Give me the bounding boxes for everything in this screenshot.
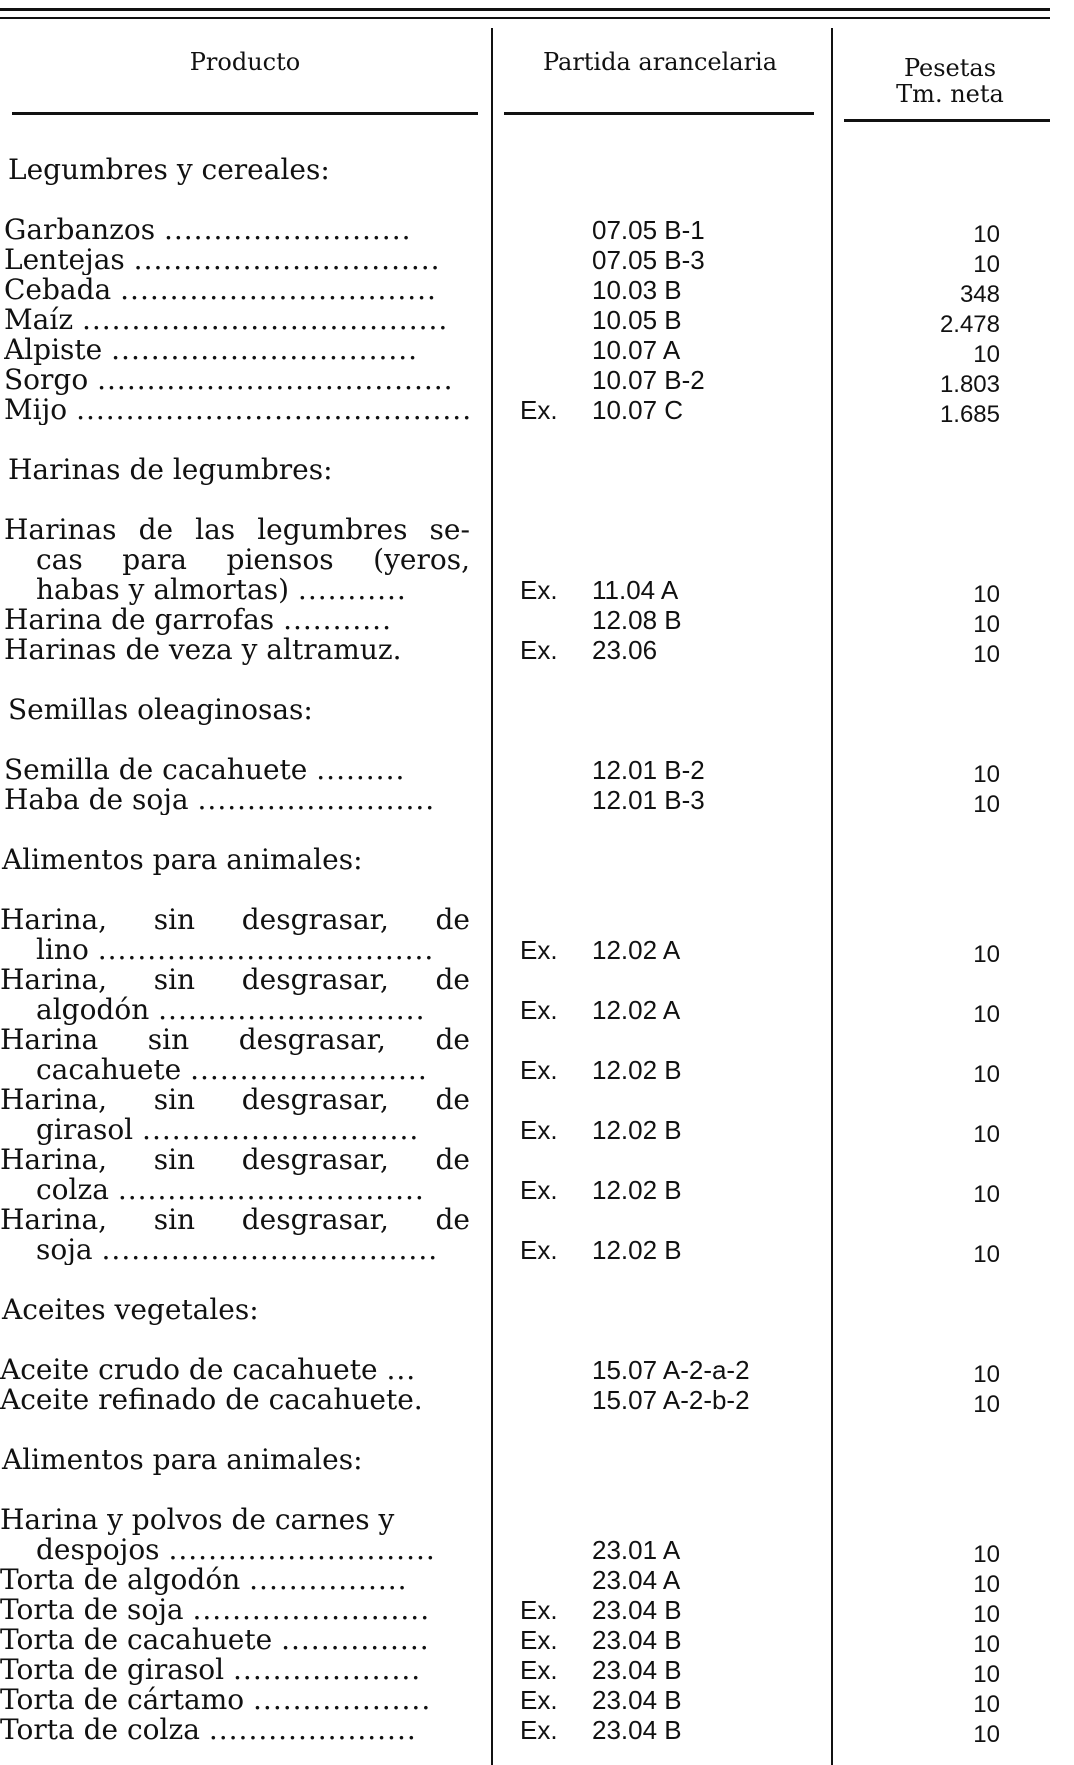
code-torta-cacahuete: Ex. 23.04 B — [520, 1625, 682, 1655]
product-harinas-secas-line3: habas y almortas) ........... — [36, 575, 407, 605]
product-colza-harina-line1: Harina, sin desgrasar, de — [0, 1145, 470, 1175]
code-sorgo: 10.07 B-2 — [592, 365, 705, 395]
code-aceite-refinado: 15.07 A-2-b-2 — [592, 1385, 750, 1415]
product-lino-line2: lino .................................. — [36, 935, 435, 965]
price-torta-cartamo: 10 — [973, 1691, 1000, 1718]
product-harinas-secas-line2: cas para piensos (yeros, — [36, 545, 470, 575]
product-cacahuete-semilla: Semilla de cacahuete ......... — [4, 755, 406, 785]
price-aceite-crudo: 10 — [973, 1361, 1000, 1388]
code-alpiste: 10.07 A — [592, 335, 681, 365]
price-girasol-harina: 10 — [973, 1121, 1000, 1148]
product-sorgo: Sorgo .................................... — [4, 365, 454, 395]
header-rule-pesetas — [844, 119, 1050, 122]
product-alpiste: Alpiste ............................... — [4, 335, 419, 365]
product-colza-harina-line2: colza ............................... — [36, 1175, 425, 1205]
code-aceite-crudo: 15.07 A-2-a-2 — [592, 1355, 750, 1385]
product-carnes-line2: despojos ........................... — [36, 1535, 436, 1565]
header-pesetas-2: Tm. neta — [896, 80, 1004, 108]
price-maiz: 2.478 — [939, 311, 1000, 338]
product-carnes-line1: Harina y polvos de carnes y — [0, 1505, 395, 1535]
header-partida: Partida arancelaria — [542, 48, 778, 76]
product-algodon-line2: algodón ........................... — [36, 995, 426, 1025]
code-torta-cartamo: Ex. 23.04 B — [520, 1685, 682, 1715]
price-haba-soja: 10 — [973, 791, 1000, 818]
product-torta-colza: Torta de colza ..................... — [0, 1715, 417, 1745]
price-carnes: 10 — [973, 1541, 1000, 1568]
price-cebada: 348 — [959, 281, 1000, 308]
product-torta-algodon: Torta de algodón ................ — [0, 1565, 408, 1595]
product-harinas-secas-line1: Harinas de las legumbres se- — [4, 515, 470, 545]
code-algodon: Ex. 12.02 A — [520, 995, 681, 1025]
code-haba-soja: 12.01 B-3 — [592, 785, 705, 815]
code-carnes: 23.01 A — [592, 1535, 681, 1565]
code-maiz: 10.05 B — [592, 305, 682, 335]
code-soja-harina: Ex. 12.02 B — [520, 1235, 682, 1265]
top-rule-1 — [0, 8, 1050, 11]
price-alpiste: 10 — [973, 341, 1000, 368]
price-sorgo: 1.803 — [939, 371, 1000, 398]
product-torta-girasol: Torta de girasol ................... — [0, 1655, 422, 1685]
product-torta-cartamo: Torta de cártamo .................. — [0, 1685, 432, 1715]
product-soja-harina-line2: soja .................................. — [36, 1235, 439, 1265]
column-divider-1 — [491, 28, 493, 1765]
price-garrofas: 10 — [973, 611, 1000, 638]
product-lino-line1: Harina, sin desgrasar, de — [0, 905, 470, 935]
column-divider-2 — [831, 28, 833, 1765]
price-torta-cacahuete: 10 — [973, 1631, 1000, 1658]
code-cebada: 10.03 B — [592, 275, 682, 305]
code-veza: Ex. 23.06 — [520, 635, 658, 665]
code-garrofas: 12.08 B — [592, 605, 682, 635]
code-torta-algodon: 23.04 A — [592, 1565, 681, 1595]
code-lino: Ex. 12.02 A — [520, 935, 681, 965]
price-cacahuete-semilla: 10 — [973, 761, 1000, 788]
code-lentejas: 07.05 B-3 — [592, 245, 705, 275]
product-algodon-line1: Harina, sin desgrasar, de — [0, 965, 470, 995]
section-alimentos-2: Alimentos para animales: — [2, 1443, 363, 1476]
product-garbanzos: Garbanzos ......................... — [4, 215, 412, 245]
product-cacahuete-harina-line2: cacahuete ........................ — [36, 1055, 428, 1085]
section-aceites: Aceites vegetales: — [2, 1293, 259, 1326]
price-torta-colza: 10 — [973, 1721, 1000, 1748]
code-mijo: Ex. 10.07 C — [520, 395, 684, 425]
code-cacahuete-harina: Ex. 12.02 B — [520, 1055, 682, 1085]
product-aceite-refinado: Aceite refinado de cacahuete. — [0, 1385, 423, 1415]
price-mijo: 1.685 — [939, 401, 1000, 428]
code-torta-colza: Ex. 23.04 B — [520, 1715, 682, 1745]
top-rule-2 — [0, 17, 1050, 19]
price-torta-algodon: 10 — [973, 1571, 1000, 1598]
header-pesetas-1: Pesetas — [903, 54, 997, 82]
product-girasol-harina-line2: girasol ............................ — [36, 1115, 420, 1145]
price-garbanzos: 10 — [973, 221, 1000, 248]
section-alimentos-1: Alimentos para animales: — [2, 843, 363, 876]
header-rule-product — [12, 112, 478, 115]
section-legumbres: Legumbres y cereales: — [8, 153, 330, 186]
product-cebada: Cebada ................................ — [4, 275, 437, 305]
price-lino: 10 — [973, 941, 1000, 968]
product-maiz: Maíz ..................................... — [4, 305, 449, 335]
price-soja-harina: 10 — [973, 1241, 1000, 1268]
price-veza: 10 — [973, 641, 1000, 668]
price-cacahuete-harina: 10 — [973, 1061, 1000, 1088]
price-algodon: 10 — [973, 1001, 1000, 1028]
section-harinas-legumbres: Harinas de legumbres: — [8, 453, 333, 486]
header-product: Producto — [189, 48, 301, 76]
header-rule-partida — [504, 112, 814, 115]
product-garrofas: Harina de garrofas ........... — [4, 605, 392, 635]
price-aceite-refinado: 10 — [973, 1391, 1000, 1418]
product-haba-soja: Haba de soja ........................ — [4, 785, 436, 815]
section-semillas: Semillas oleaginosas: — [8, 693, 313, 726]
code-torta-girasol: Ex. 23.04 B — [520, 1655, 682, 1685]
product-mijo: Mijo ........................................ — [4, 395, 473, 425]
code-girasol-harina: Ex. 12.02 B — [520, 1115, 682, 1145]
product-lentejas: Lentejas ............................... — [4, 245, 441, 275]
product-torta-cacahuete: Torta de cacahuete ............... — [0, 1625, 430, 1655]
price-lentejas: 10 — [973, 251, 1000, 278]
price-torta-girasol: 10 — [973, 1661, 1000, 1688]
code-harinas-secas: Ex. 11.04 A — [520, 575, 679, 605]
code-colza-harina: Ex. 12.02 B — [520, 1175, 682, 1205]
product-torta-soja: Torta de soja ........................ — [0, 1595, 431, 1625]
product-girasol-harina-line1: Harina, sin desgrasar, de — [0, 1085, 470, 1115]
code-torta-soja: Ex. 23.04 B — [520, 1595, 682, 1625]
product-aceite-crudo: Aceite crudo de cacahuete ... — [0, 1355, 417, 1385]
price-harinas-secas: 10 — [973, 581, 1000, 608]
price-torta-soja: 10 — [973, 1601, 1000, 1628]
code-garbanzos: 07.05 B-1 — [592, 215, 705, 245]
product-cacahuete-harina-line1: Harina sin desgrasar, de — [0, 1025, 470, 1055]
product-veza: Harinas de veza y altramuz. — [4, 635, 402, 665]
price-colza-harina: 10 — [973, 1181, 1000, 1208]
product-soja-harina-line1: Harina, sin desgrasar, de — [0, 1205, 470, 1235]
code-cacahuete-semilla: 12.01 B-2 — [592, 755, 705, 785]
